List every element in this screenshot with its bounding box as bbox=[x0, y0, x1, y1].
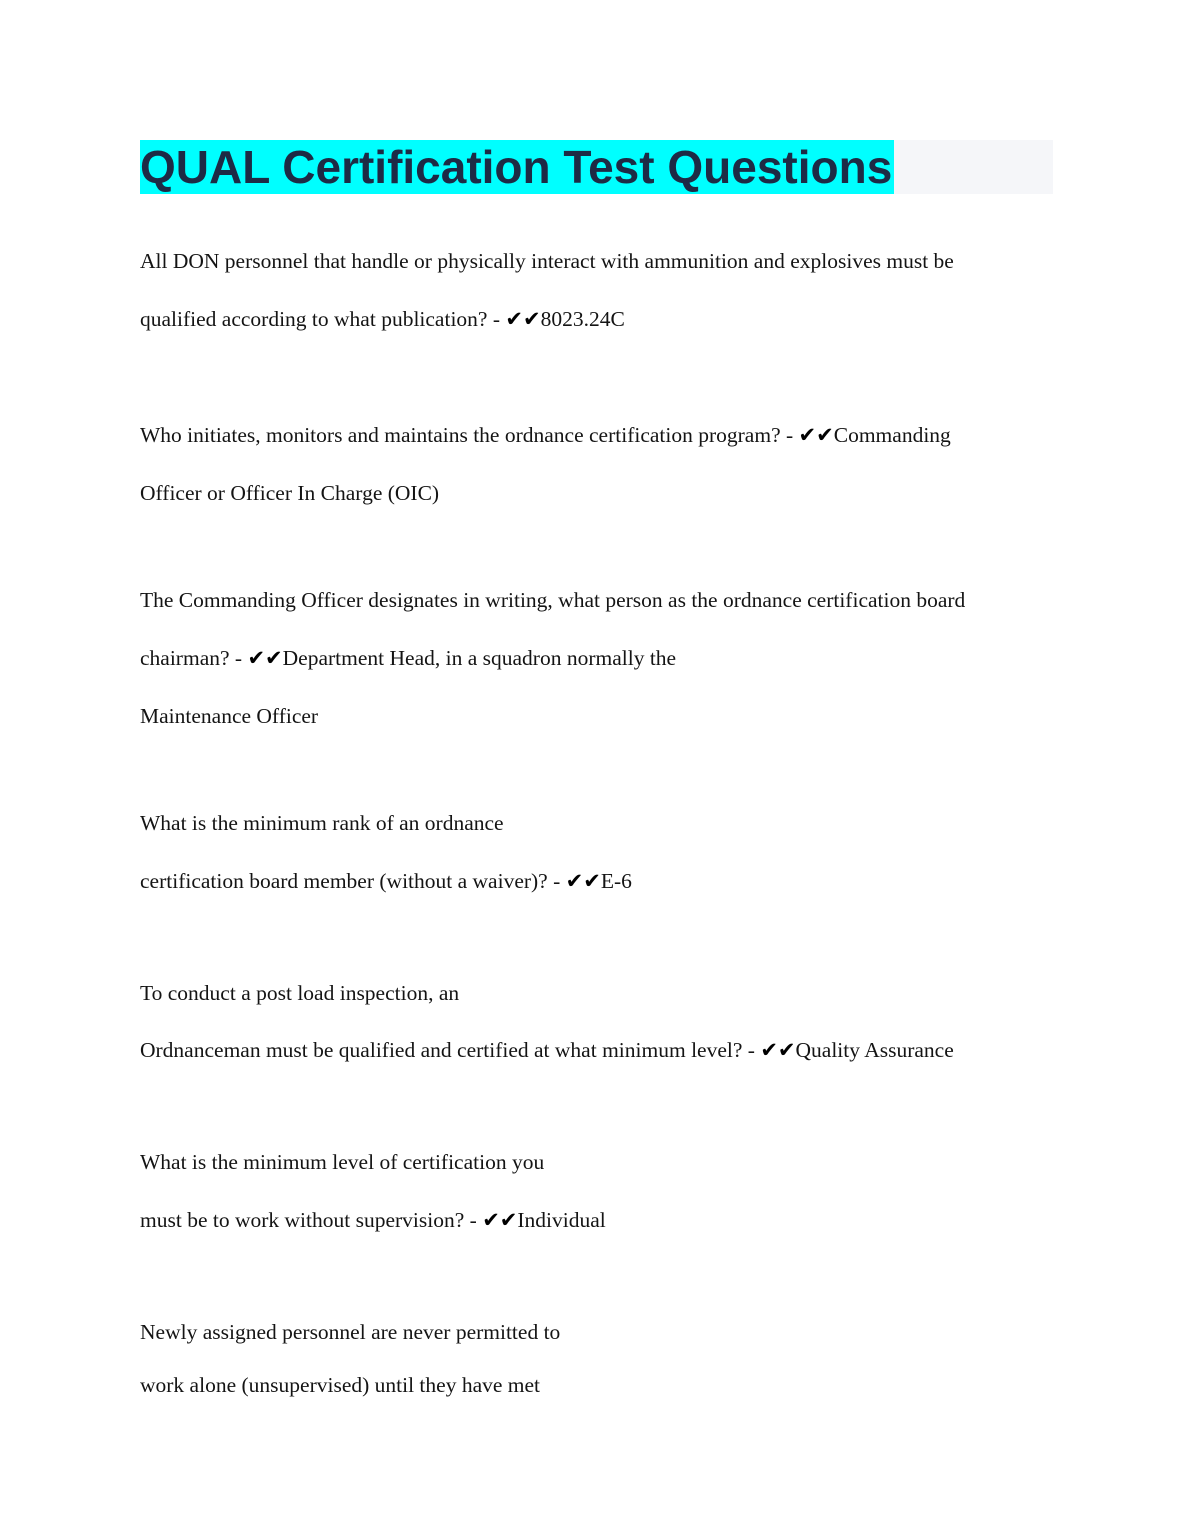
question-6-text: must be to work without supervision? - bbox=[140, 1208, 483, 1232]
question-3-line-2 bbox=[140, 645, 676, 671]
question-7-line-2: work alone (unsupervised) until they have met bbox=[140, 1373, 541, 1397]
question-4-text: certification board member (without a waiver)? - bbox=[140, 869, 566, 893]
question-4-answer: E-6 bbox=[600, 869, 632, 893]
question-6-line-2 bbox=[140, 1207, 606, 1233]
check-mark-icon: ✔✔ bbox=[482, 1208, 518, 1232]
question-4-line-1: What is the minimum rank of an ordnance bbox=[140, 811, 504, 835]
check-mark-icon: ✔✔ bbox=[565, 869, 601, 893]
question-6-answer: Individual bbox=[517, 1208, 606, 1232]
question-3-text: chairman? - bbox=[140, 646, 248, 670]
check-mark-icon: ✔✔ bbox=[760, 1038, 796, 1062]
question-3-answer-line-2: Maintenance Officer bbox=[140, 704, 319, 728]
page-title: QUAL Certification Test Questions bbox=[140, 141, 893, 193]
question-5-text: Ordnanceman must be qualified and certified at what minimum level? - bbox=[140, 1038, 761, 1062]
check-mark-icon: ✔✔ bbox=[798, 423, 834, 447]
check-mark-icon: ✔✔ bbox=[247, 646, 283, 670]
question-1-answer: 8023.24C bbox=[540, 307, 625, 331]
question-4-line-2 bbox=[140, 868, 632, 894]
question-1-line-1: All DON personnel that handle or physically interact with ammunition and explosives must be bbox=[140, 249, 954, 273]
question-1-line-2 bbox=[140, 306, 625, 332]
question-1-text: qualified according to what publication? - bbox=[140, 307, 506, 331]
question-7-line-1: Newly assigned personnel are never permitted to bbox=[140, 1320, 561, 1344]
question-3-line-1: The Commanding Officer designates in writing, what person as the ordnance certification board bbox=[140, 588, 966, 612]
question-5-answer: Quality Assurance bbox=[795, 1038, 954, 1062]
question-6-line-1: What is the minimum level of certification you bbox=[140, 1150, 545, 1174]
question-3-answer: Department Head, in a squadron normally the bbox=[282, 646, 677, 670]
question-2-text: Who initiates, monitors and maintains the ordnance certification program? - bbox=[140, 423, 799, 447]
question-2-line-1 bbox=[140, 422, 951, 448]
question-5-line-1: To conduct a post load inspection, an bbox=[140, 981, 460, 1005]
question-5-line-2 bbox=[140, 1037, 954, 1063]
question-2-answer-line-2: Officer or Officer In Charge (OIC) bbox=[140, 481, 440, 505]
check-mark-icon: ✔✔ bbox=[505, 307, 541, 331]
question-2-answer: Commanding bbox=[833, 423, 951, 447]
